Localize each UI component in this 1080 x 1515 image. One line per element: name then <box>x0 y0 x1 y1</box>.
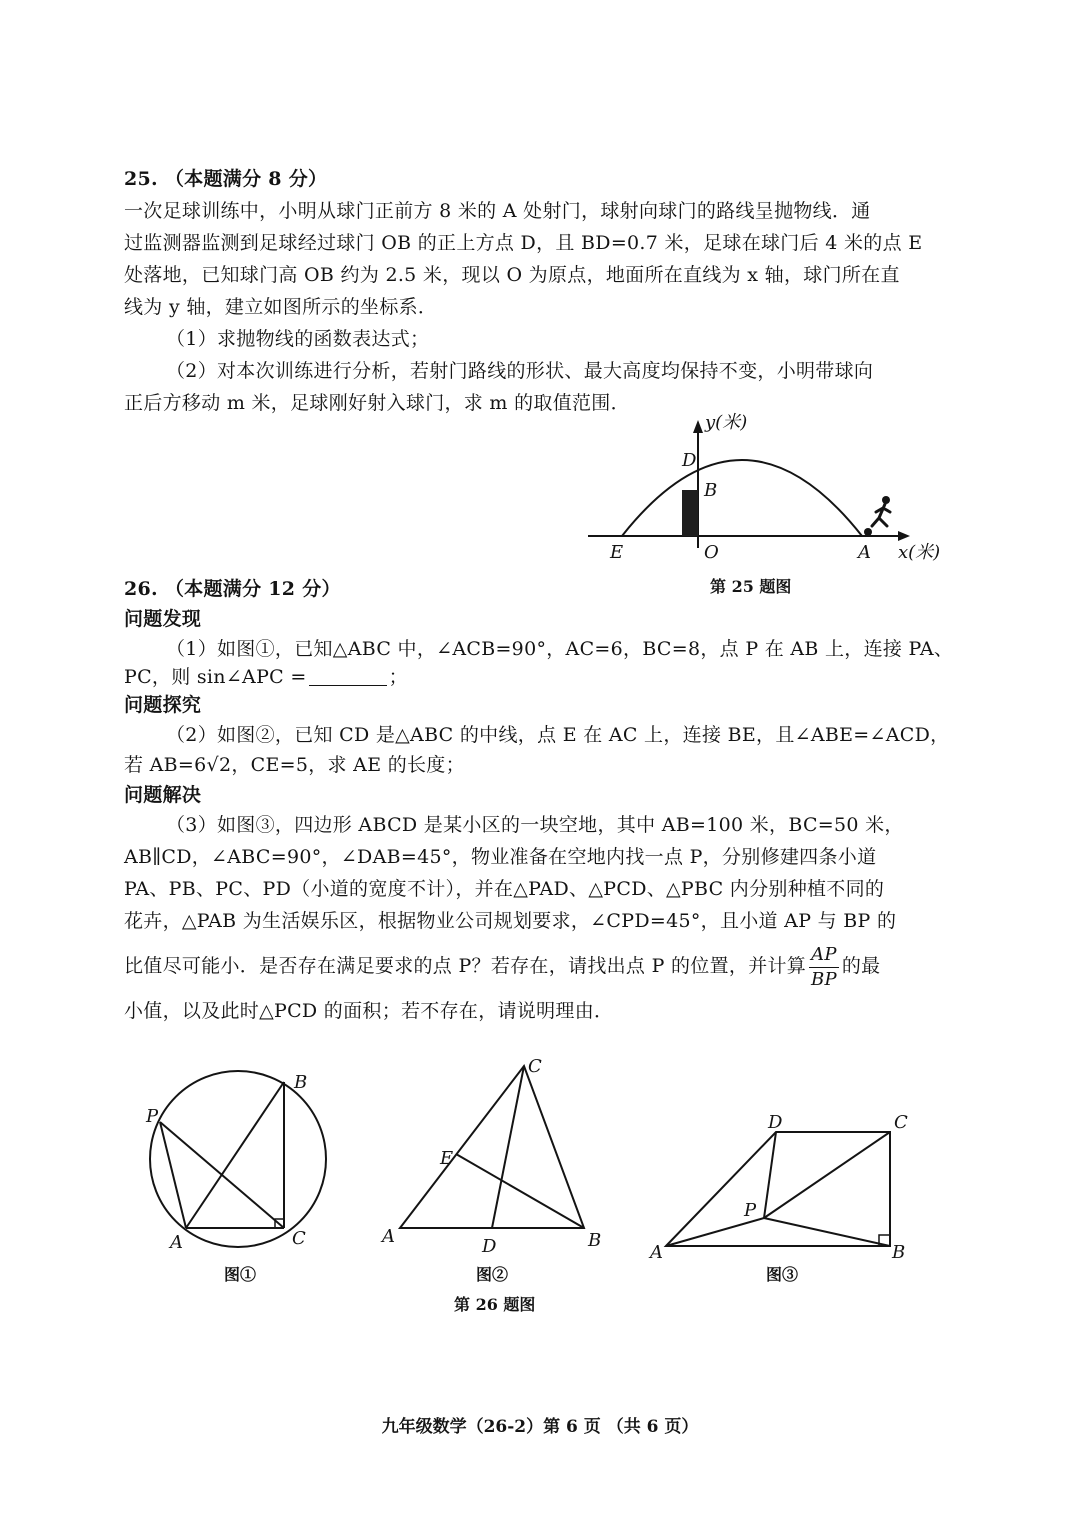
q26-part-3-line-4: 花卉，△PAB 为生活娱乐区，根据物业公司规划要求，∠CPD=45°，且小道 AP 与 BP 的 <box>124 910 897 932</box>
y-axis-arrow <box>693 420 703 433</box>
fraction-ap-over-bp <box>809 945 839 990</box>
q26-part-3-line-1: （3）如图③，四边形 ABCD 是某小区的一块空地，其中 AB=100 米，BC=50 米， <box>166 814 904 836</box>
label-E: E <box>610 542 624 563</box>
q25-line-2: 过监测器监测到足球经过球门 OB 的正上方点 D，且 BD=0.7 米，足球在球门后 4 米的点 E <box>124 232 923 254</box>
path-PB <box>764 1218 890 1246</box>
q25-heading: 25. （本题满分 8 分） <box>124 168 328 190</box>
label-A: A <box>858 542 871 563</box>
fig2-label-C: C <box>528 1056 542 1077</box>
q26-part-3-line-5-text: 比值尽可能小．是否存在满足要求的点 P？若存在，请找出点 P 的位置，并计算 <box>124 955 807 977</box>
q26-part-3-line-5-end: 的最 <box>841 955 881 977</box>
section-problem-discovery: 问题发现 <box>124 608 202 630</box>
section-problem-exploration: 问题探究 <box>124 694 202 716</box>
label-B: B <box>704 480 718 501</box>
median-CD <box>492 1066 524 1228</box>
figure-26-1 <box>145 1071 326 1284</box>
goal-post <box>682 490 698 536</box>
q25-line-4: 线为 y 轴，建立如图所示的坐标系． <box>124 296 438 318</box>
q25-part-2-line-2: 正后方移动 m 米，足球刚好射入球门，求 m 的取值范围． <box>124 392 630 414</box>
q26-part-3-line-3: PA、PB、PC、PD（小道的宽度不计），并在△PAD、△PCD、△PBC 内分别种植不同的 <box>124 878 885 900</box>
path-PC <box>764 1132 890 1218</box>
segment-PC <box>160 1122 284 1228</box>
q25-line-3: 处落地，已知球门高 OB 约为 2.5 米，现以 O 为原点，地面所在直线为 x 轴，球门所在直 <box>124 264 900 286</box>
fig2-label-B: B <box>588 1230 602 1251</box>
segment-AB <box>186 1082 284 1228</box>
q25-part-1: （1）求抛物线的函数表达式； <box>166 328 430 350</box>
x-axis-arrow <box>898 531 910 541</box>
path-PD <box>764 1132 776 1218</box>
fig1-label-B: B <box>294 1072 308 1093</box>
q26-part-2-line-2: 若 AB=6√2，CE=5，求 AE 的长度； <box>124 754 465 776</box>
figure-26-group <box>130 1052 950 1322</box>
fig3-label-P: P <box>744 1200 757 1221</box>
q26-part-1-line-2 <box>124 664 944 690</box>
figure-25-parabola <box>580 408 950 598</box>
section-problem-solving: 问题解决 <box>124 784 202 806</box>
fig1-caption: 图① <box>224 1265 257 1284</box>
label-O: O <box>704 542 719 563</box>
fig1-label-A: A <box>170 1232 183 1253</box>
fig2-caption: 图② <box>476 1265 509 1284</box>
q26-part-2-line-1: （2）如图②，已知 CD 是△ABC 的中线，点 E 在 AC 上，连接 BE，且∠ABE=∠ACD， <box>166 724 950 746</box>
q25-part-2-line-1: （2）对本次训练进行分析，若射门路线的形状、最大高度均保持不变，小明带球向 <box>166 360 874 382</box>
circumcircle <box>150 1071 326 1247</box>
segment-BE <box>456 1154 584 1228</box>
answer-blank[interactable] <box>309 667 387 686</box>
q26-part-1-line-1: （1）如图①，已知△ABC 中，∠ACB=90°，AC=6，BC=8，点 P 在 AB 上，连接 PA、 <box>166 638 954 660</box>
q26-part-3-line-6: 小值，以及此时△PCD 的面积；若不存在，请说明理由． <box>124 1000 614 1022</box>
fig3-label-D: D <box>768 1112 783 1133</box>
fig2-label-A: A <box>382 1226 395 1247</box>
fig3-label-B: B <box>892 1242 906 1263</box>
label-D: D <box>682 450 697 471</box>
fig1-label-C: C <box>292 1228 306 1249</box>
segment-PA <box>160 1122 186 1228</box>
parabola-path <box>622 460 862 536</box>
fig2-label-D: D <box>482 1236 497 1257</box>
page-footer: 九年级数学（26-2）第 6 页 （共 6 页） <box>381 1417 699 1437</box>
q26-heading: 26. （本题满分 12 分） <box>124 578 341 600</box>
q26-part-1-text: PC，则 sin∠APC = <box>124 666 307 688</box>
fraction-denominator: BP <box>810 968 837 990</box>
trapezoid-ABCD <box>666 1132 890 1246</box>
y-axis-label: y(米) <box>705 412 748 433</box>
fraction-numerator: AP <box>809 945 839 968</box>
fig3-label-A: A <box>650 1242 663 1263</box>
figure-26-2 <box>380 1056 601 1284</box>
triangle-ABC <box>400 1066 584 1228</box>
player-icon <box>864 496 890 536</box>
fig1-label-P: P <box>146 1106 159 1127</box>
fig3-caption: 图③ <box>766 1265 799 1284</box>
fig2-label-E: E <box>440 1148 454 1169</box>
q25-line-1: 一次足球训练中，小明从球门正前方 8 米的 A 处射门，球射向球门的路线呈抛物线．通 <box>124 200 871 222</box>
q26-part-3-line-2: AB∥CD，∠ABC=90°，∠DAB=45°，物业准备在空地内找一点 P，分别修建四条小道 <box>124 846 877 868</box>
figure-26-caption: 第 26 题图 <box>454 1295 536 1314</box>
x-axis-label: x(米) <box>898 542 941 563</box>
q26-part-1-end: ； <box>388 666 408 688</box>
fig3-label-C: C <box>894 1112 908 1133</box>
figure-26-3 <box>648 1112 908 1284</box>
q26-part-3-line-5 <box>124 942 944 990</box>
figure-25-caption: 第 25 题图 <box>710 577 792 596</box>
